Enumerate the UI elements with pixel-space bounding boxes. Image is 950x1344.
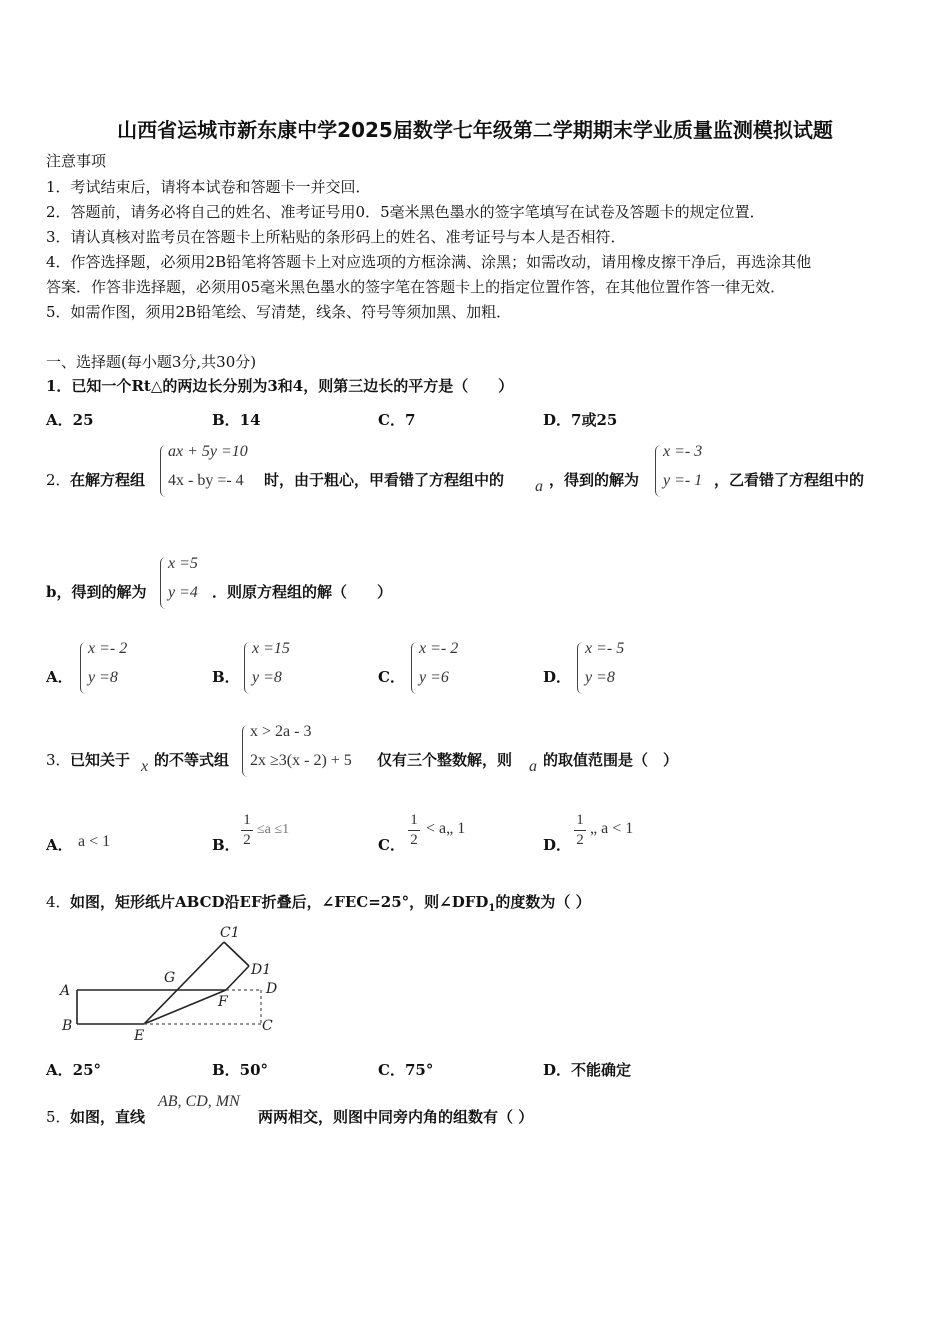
figure-label-e: E (134, 1028, 145, 1044)
q1-option-b: B．14 (212, 411, 261, 429)
q3-inequality-system: x > 2a - 3 2x ≥3(x - 2) + 5 (240, 723, 380, 779)
q2-text: ．则原方程组的解（ ） (212, 583, 393, 601)
q3-text: 的不等式组 (154, 751, 230, 769)
q4-text: 如图，矩形纸片ABCD沿EF折叠后，∠FEC=25°，则$\angle DFD_1$的度数为（ ） (70, 893, 591, 914)
q3-option-d-label: D． (543, 836, 572, 854)
q3-text: 已知关于 (70, 751, 131, 769)
q5-text: 两两相交，则图中同旁内角的组数有（ ） (258, 1108, 534, 1126)
q2-equation-system: ax + 5y =10 4x - by =- 4 (158, 443, 268, 499)
q2-option-d: x =- 5 y =8 (575, 640, 655, 696)
q3-option-c-fraction: 1 2 (407, 812, 421, 849)
q5-lines-expr: AB, CD, MN (158, 1093, 240, 1110)
q4-option-d: D．不能确定 (543, 1061, 632, 1079)
page-title: 山西省运城市新东康中学2025届数学七年级第二学期期末学业质量监测模拟试题 (117, 118, 833, 142)
q3-option-c-label: C． (378, 836, 405, 854)
q3-option-b-label: B． (212, 836, 240, 854)
q2-option-b-label: B． (212, 668, 240, 686)
q2-var-a: a (535, 478, 543, 495)
q3-text: 的取值范围是（ ） (543, 751, 679, 769)
q2-solution-1: x =- 3 y =- 1 (653, 443, 723, 499)
q2-option-c: x =- 2 y =6 (409, 640, 489, 696)
q4-option-c: C．75° (378, 1061, 434, 1079)
q4-option-b: B．50° (212, 1061, 269, 1079)
question-4-number: 4． (46, 893, 71, 911)
q1-option-c: C．7 (378, 411, 416, 429)
figure-label-g: G (164, 970, 176, 986)
folded-rectangle-figure (56, 922, 286, 1044)
q3-var-x: x (141, 758, 149, 775)
q3-text: 仅有三个整数解，则 (377, 751, 513, 769)
notice-item: 4．作答选择题，必须用2B铅笔将答题卡上对应选项的方框涂满、涂黑；如需改动，请用橡皮擦干净后，再选涂其他 (46, 253, 812, 271)
q2-option-a: x =- 2 y =8 (78, 640, 158, 696)
q3-option-c-expr: < a„ 1 (426, 820, 466, 837)
q2-text: 在解方程组 (70, 471, 146, 489)
question-5-number: 5． (46, 1108, 71, 1126)
q3-option-d-fraction: 1 2 (573, 812, 587, 849)
q2-text: ，得到的解为 (549, 471, 640, 489)
q3-var-a: a (529, 758, 537, 775)
question-2-number: 2． (46, 471, 71, 489)
q4-option-a: A．25° (46, 1061, 102, 1079)
q3-option-a-label: A． (46, 836, 73, 854)
question-3-number: 3． (46, 751, 71, 769)
q5-text: 如图，直线 (70, 1108, 146, 1126)
notice-heading: 注意事项 (46, 152, 107, 170)
figure-label-a: A (60, 983, 71, 999)
figure-label-c: C (262, 1018, 273, 1034)
notice-item: 2．答题前，请务必将自己的姓名、准考证号用0．5毫米黑色墨水的签字笔填写在试卷及答题卡的规定位置． (46, 203, 765, 221)
q3-option-b-fraction: 1 2 (240, 812, 254, 849)
figure-label-b: B (62, 1018, 73, 1034)
q3-option-d-expr: „ a < 1 (590, 820, 634, 837)
q3-option-a-expr: a < 1 (78, 833, 111, 850)
question-1-text: 1．已知一个Rt△的两边长分别为3和4，则第三边长的平方是（ ） (46, 377, 514, 395)
notice-item: 3．请认真核对监考员在答题卡上所粘贴的条形码上的姓名、准考证号与本人是否相符． (46, 228, 626, 246)
q2-option-d-label: D． (543, 668, 572, 686)
q2-text: ，乙看错了方程组中的 (714, 471, 865, 489)
q2-text: 时，由于粗心，甲看错了方程组中的 (264, 471, 505, 489)
q2-solution-2: x =5 y =4 (158, 555, 228, 611)
notice-item: 答案．作答非选择题，必须用05毫米黑色墨水的签字笔在答题卡上的指定位置作答，在其他位置作答一律无效． (46, 278, 786, 296)
q1-option-d: D．7或25 (543, 411, 618, 429)
notice-item: 1．考试结束后，请将本试卷和答题卡一并交回． (46, 178, 371, 196)
section-heading: 一、选择题(每小题3分,共30分) (46, 353, 257, 371)
q3-option-b-expr: ≤a ≤1 (257, 822, 290, 837)
q2-option-b: x =15 y =8 (242, 640, 322, 696)
q2-text: b，得到的解为 (46, 583, 147, 601)
notice-item: 5．如需作图，须用2B铅笔绘、写清楚，线条、符号等须加黑、加粗． (46, 303, 512, 321)
figure-label-d1: D1 (251, 962, 272, 978)
q2-option-a-label: A． (46, 668, 73, 686)
figure-label-f: F (218, 994, 228, 1010)
q1-option-a: A．25 (46, 411, 94, 429)
figure-label-c1: C1 (220, 925, 240, 941)
figure-label-d: D (266, 981, 278, 997)
q2-option-c-label: C． (378, 668, 405, 686)
